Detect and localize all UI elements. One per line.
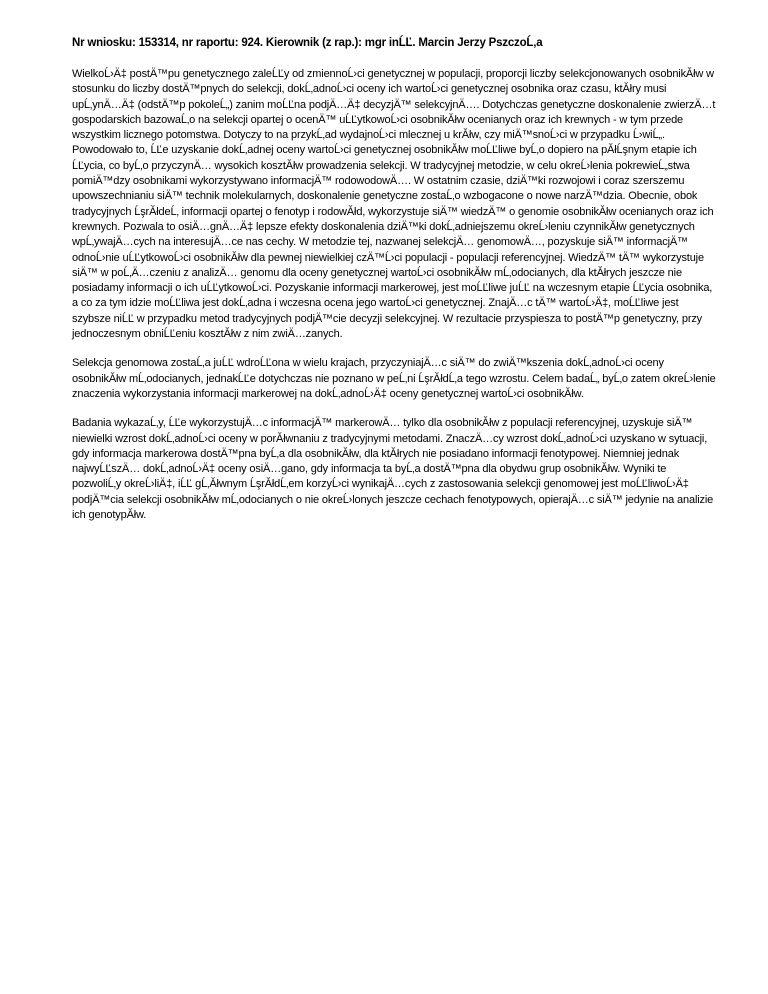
- paragraph-aim: Selekcja genomowa zostaĹ‚a juĹĽ wdroĹĽona w wielu krajach, przyczyniajÄ…c siÄ™ do zwiÄ™kszenia dokĹ‚adnoĹ›ci oceny osobnikĂłw mĹ‚odocianych, jednakĹĽe dotychczas nie poznano w peĹ‚ni ĹşrĂłdĹ‚a tego wzrostu. Celem badaĹ„ byĹ‚o zatem okreĹ›lenie znaczenia wykorzystania informacji markerowej na dokĹ‚adnoĹ›Ä‡ oceny genetycznej wartoĹ›ci osobnikĂłw.: [72, 357, 716, 400]
- document-page: [72, 36, 716, 537]
- paragraph-results: Badania wykazaĹ‚y, ĹĽe wykorzystujÄ…c informacjÄ™ markerowÄ… tylko dla osobnikĂłw z populacji referencyjnej, uzyskuje siÄ™ niewielki wzrost dokĹ‚adnoĹ›ci oceny w porĂłwnaniu z tradycyjnymi metodami. ZnaczÄ…cy wzrost dokĹ‚adnoĹ›ci uzyskano w sytuacji, gdy informacja markerowa dostÄ™pna byĹ‚a dla osobnikĂłw, dla ktĂłrych nie posiadano informacji fenotypowej. Niemniej jednak najwyĹĽszÄ… dokĹ‚adnoĹ›Ä‡ oceny osiÄ…gano, gdy informacja ta byĹ‚a dostÄ™pna dla obydwu grup osobnikĂłw. Wyniki te pozwoliĹ‚y okreĹ›liÄ‡, iĹĽ gĹ‚Ăłwnym ĹşrĂłdĹ‚em korzyĹ›ci wynikajÄ…cych z zastosowania selekcji genomowej jest moĹĽliwoĹ›Ä‡ podjÄ™cia selekcji osobnikĂłw mĹ‚odocianych o nie okreĹ›lonych jeszcze cechach fenotypowych, opierajÄ…c siÄ™ jedynie na analizie ich genotypĂłw.: [72, 417, 714, 522]
- paragraph-intro: WielkoĹ›Ä‡ postÄ™pu genetycznego zaleĹĽy od zmiennoĹ›ci genetycznej w populacji, proporcji liczby selekcjonowanych osobnikĂłw w stosunku do liczby dostÄ™pnych do selekcji, dokĹ‚adnoĹ›ci oceny ich wartoĹ›ci genetycznej osobnika oraz czasu, ktĂłry musi upĹ‚ynÄ…Ä‡ (odstÄ™p pokoleĹ„) zanim moĹĽna podjÄ…Ä‡ decyzjÄ™ selekcyjnÄ…. Dotychczas genetyczne doskonalenie zwierzÄ…t gospodarskich bazowaĹ‚o na selekcji opartej o ocenÄ™ uĹĽytkowoĹ›ci osobnikĂłw ocenianych oraz ich krewnych - w tym przede wszystkim licznego potomstwa. Dotyczy to na przykĹ‚ad wydajnoĹ›ci mlecznej u krĂłw, czy miÄ™snoĹ›ci w przypadku Ĺ›wiĹ„. Powodowało to, ĹĽe uzyskanie dokĹ‚adnej oceny wartoĹ›ci genetycznej osobnikĂłw moĹĽliwe byĹ‚o dopiero na pĂłĹşnym etapie ich ĹĽycia, co byĹ‚o przyczynÄ… wysokich kosztĂłw prowadzenia selekcji. W tradycyjnej metodzie, w celu okreĹ›lenia pokrewieĹ„stwa pomiÄ™dzy osobnikami wykorzystywano informacjÄ™ rodowodowÄ…. W ostatnim czasie, dziÄ™ki rozwojowi i coraz szerszemu upowszechnianiu siÄ™ technik molekularnych, doskonalenie genetyczne zostaĹ‚o wzbogacone o nowe narzÄ™dzia. Obecnie, obok tradycyjnych ĹşrĂłdeĹ‚ informacji opartej o fenotyp i rodowĂłd, wykorzystuje siÄ™ wiedzÄ™ o genomie osobnikĂłw ocenianych oraz ich krewnych. Pozwala to osiÄ…gnÄ…Ä‡ lepsze efekty doskonalenia dziÄ™ki dokĹ‚adniejszemu okreĹ›leniu czynnikĂłw genetycznych wpĹ‚ywajÄ…cych na interesujÄ…ce nas cechy. W metodzie tej, nazwanej selekcjÄ… genomowÄ…, pozyskuje siÄ™ informacjÄ™ odnoĹ›nie uĹĽytkowoĹ›ci osobnikĂłw dla pewnej niewielkiej czÄ™Ĺ›ci populacji - populacji referencyjnej. WiedzÄ™ tÄ™ wykorzystuje siÄ™ w poĹ‚Ä…czeniu z analizÄ… genomu dla oceny genetycznej wartoĹ›ci osobnikĂłw mĹ‚odocianych, dla ktĂłrych jeszcze nie posiadamy informacji o ich uĹĽytkowoĹ›ci. Pozyskanie informacji markerowej, jest moĹĽliwe juĹĽ na wczesnym etapie ĹĽycia osobnika, a co za tym idzie moĹĽliwa jest dokĹ‚adna i wczesna ocena jego wartoĹ›ci genetycznej. ZnajÄ…c tÄ™ wartoĹ›Ä‡, moĹĽliwe jest szybsze niĹĽ w przypadku metod tradycyjnych podjÄ™cie decyzji selekcyjnej. W rezultacie przyspiesza to postÄ™p genetyczny, przy jednoczesnym obniĹĽeniu kosztĂłw z nim zwiÄ…zanych.: [72, 68, 716, 341]
- report-header: Nr wniosku: 153314, nr raportu: 924. Kierownik (z rap.): mgr inĹĽ. Marcin Jerzy PszczoĹ‚a: [72, 37, 543, 49]
